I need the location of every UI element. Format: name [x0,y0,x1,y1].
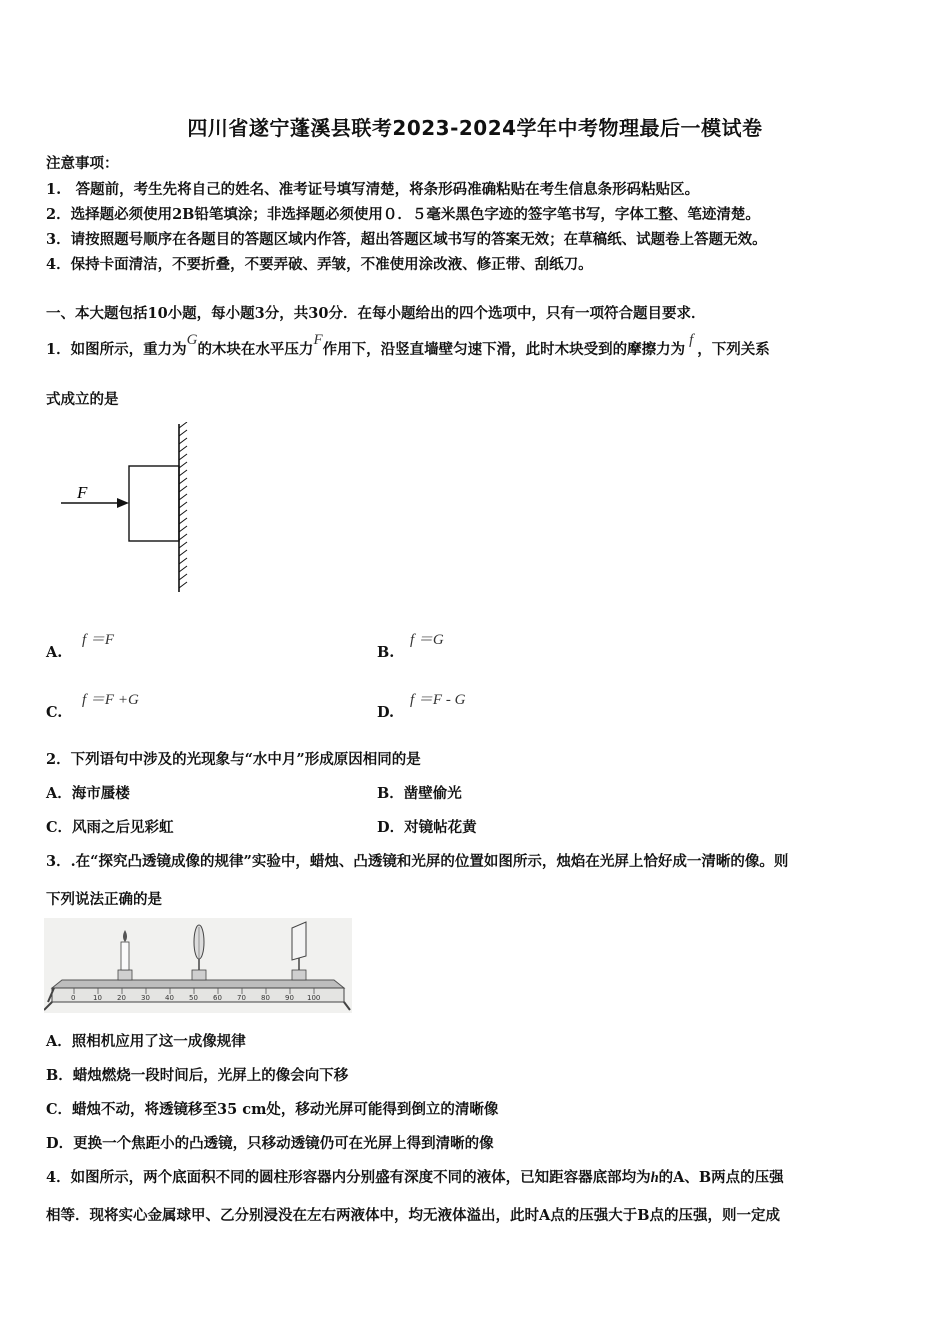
q1-stem-line2: 式成立的是 [46,391,119,408]
ruler-tick-40: 40 [165,994,174,1002]
section-heading: 一、本大题包括10小题，每小题3分，共30分．在每小题给出的四个选项中，只有一项符合题目要求． [46,305,706,322]
q3-stem-line2: 下列说法正确的是 [46,891,162,908]
q1-option-c-label: C. [46,704,63,721]
q3-option-a: A．照相机应用了这一成像规律 [46,1033,246,1050]
q1-symbol-g: G [186,332,198,348]
q4-stem-line1-b: 的A、B两点的压强 [658,1169,784,1186]
q3-option-c: C．蜡烛不动，将透镜移至35 cm处，移动光屏可能得到倒立的清晰像 [46,1101,499,1118]
q1-figure-force-label: F [77,483,88,502]
q1-option-a-label: A. [46,644,63,661]
notice-item-3: 3．请按照题号顺序在各题目的答题区域内作答，超出答题区域书写的答案无效；在草稿纸、试题卷上答题无效。 [46,231,767,248]
q1-stem [46,332,770,359]
q4-stem-line1 [46,1166,784,1187]
q1-option-c-expr: f ＝F +G [82,692,139,708]
q1-stem-part2: 的木块在水平压力 [197,341,314,358]
q2-option-b: B．凿壁偷光 [377,785,462,802]
q1-option-b-label: B. [377,644,395,661]
ruler-tick-60: 60 [213,994,222,1002]
ruler-tick-10: 10 [93,994,102,1002]
q3-stem-line1: 3．.在“探究凸透镜成像的规律”实验中，蜡烛、凸透镜和光屏的位置如图所示，烛焰在光屏上恰好成一清晰的像。则 [46,853,789,870]
notice-item-1: 1. 答题前，考生先将自己的姓名、准考证号填写清楚，将条形码准确粘贴在考生信息条形码粘贴区。 [46,181,700,198]
ruler-tick-50: 50 [189,994,198,1002]
light-screen-icon [292,922,306,980]
notice-item-4: 4．保持卡面清洁，不要折叠，不要弄破、弄皱，不准使用涂改液、修正带、刮纸刀。 [46,256,593,273]
q1-option-d-label: D. [377,704,395,721]
q1-symbol-f-big: F [313,332,323,348]
q1-option-a-expr: f ＝F [82,632,115,648]
q2-option-c: C．风雨之后见彩虹 [46,819,174,836]
q1-stem-part4: ，下列关系 [697,341,770,358]
notice-item-2: 2．选择题必须使用2B铅笔填涂；非选择题必须使用０．５毫米黑色字迹的签字笔书写，字体工整、笔迹清楚。 [46,206,760,223]
ruler-tick-0: 0 [71,994,76,1002]
ruler-tick-90: 90 [285,994,294,1002]
ruler-tick-30: 30 [141,994,150,1002]
q1-symbol-f-small: f [689,332,694,348]
ruler-tick-100: 100 [307,994,321,1002]
q1-stem-part1: 1．如图所示，重力为 [46,341,187,358]
notice-heading: 注意事项： [46,155,119,172]
q3-option-d: D．更换一个焦距小的凸透镜，只移动透镜仍可在光屏上得到清晰的像 [46,1135,494,1152]
q2-stem: 2．下列语句中涉及的光现象与“水中月”形成原因相同的是 [46,751,421,768]
q3-option-b: B．蜡烛燃烧一段时间后，光屏上的像会向下移 [46,1067,349,1084]
ruler-tick-80: 80 [261,994,270,1002]
q4-stem-line2: 相等．现将实心金属球甲、乙分别浸没在左右两液体中，均无液体溢出，此时A点的压强大于B点的压强，则一定成 [46,1207,781,1224]
ruler-tick-70: 70 [237,994,246,1002]
q1-stem-part3: 作用下，沿竖直墙壁匀速下滑，此时木块受到的摩擦力为 [322,341,686,358]
q2-option-a: A．海市蜃楼 [46,785,130,802]
q1-option-b-expr: f ＝G [410,632,444,648]
q2-option-d: D．对镜帖花黄 [377,819,477,836]
q1-figure [55,422,195,597]
q4-stem-line1-a: 4．如图所示，两个底面积不同的圆柱形容器内分别盛有深度不同的液体，已知距容器底部均为 [46,1169,651,1186]
q1-option-d-expr: f ＝F - G [410,692,466,708]
page-title: 四川省遂宁蓬溪县联考2023-2024学年中考物理最后一模试卷 [187,116,763,140]
q3-figure [44,918,352,1013]
q4-symbol-h: h [650,1170,659,1186]
ruler-tick-20: 20 [117,994,126,1002]
